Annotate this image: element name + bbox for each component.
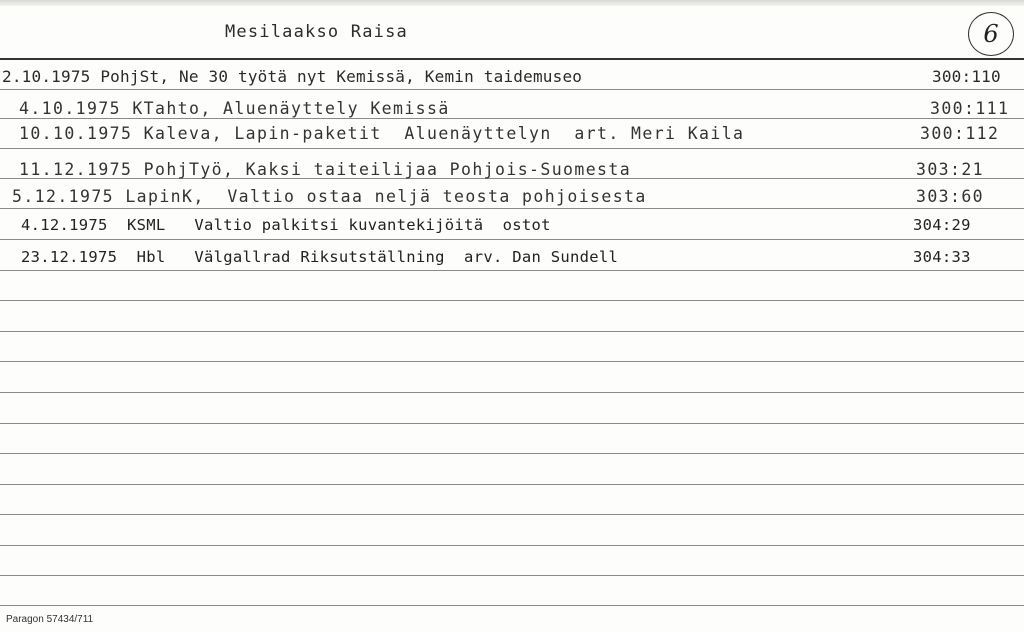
ruled-line: [0, 361, 1024, 362]
ruled-line: [0, 300, 1024, 301]
ruled-line: [0, 453, 1024, 454]
ruled-line: [0, 575, 1024, 576]
entry-reference: 300:111: [930, 99, 1010, 118]
ruled-line: [0, 331, 1024, 332]
entry-reference: 303:60: [916, 187, 985, 206]
card-entry: [0, 216, 1024, 238]
card-entry: [0, 187, 1024, 209]
entry-text: 23.12.1975 Hbl Välgallrad Riksutställning arv. Dan Sundell: [21, 248, 619, 266]
entry-text: 11.12.1975 PohjTyö, Kaksi taiteilijaa Pohjois-Suomesta: [19, 160, 632, 179]
entry-reference: 304:33: [913, 248, 971, 266]
ruled-line: [0, 545, 1024, 546]
entry-text: 5.12.1975 LapinK, Valtio ostaa neljä teosta pohjoisesta: [12, 187, 647, 206]
card-footer: Paragon 57434/711: [6, 614, 94, 625]
card-entry: [0, 248, 1024, 270]
ruled-line: [0, 239, 1024, 240]
card-entry: [0, 160, 1024, 182]
ruled-line: [0, 484, 1024, 485]
entry-reference: 300:112: [920, 124, 1000, 143]
ruled-line: [0, 89, 1024, 90]
ruled-line: [0, 514, 1024, 515]
entry-text: 4.10.1975 KTahto, Aluenäyttely Kemissä: [19, 99, 450, 118]
entry-reference: 300:110: [932, 67, 1001, 86]
card-entry: [0, 99, 1024, 121]
card-number-circle: 6: [968, 12, 1014, 56]
entry-text: 2.10.1975 PohjSt, Ne 30 työtä nyt Kemissä, Kemin taidemuseo: [2, 67, 583, 86]
ruled-line: [0, 423, 1024, 424]
ruled-line: [0, 605, 1024, 606]
entry-text: 4.12.1975 KSML Valtio palkitsi kuvantekijöitä ostot: [21, 216, 551, 234]
card-top-edge: [0, 0, 1024, 6]
header-rule: [0, 58, 1024, 60]
card-entry: [0, 124, 1024, 146]
entry-text: 10.10.1975 Kaleva, Lapin-paketit Aluenäyttelyn art. Meri Kaila: [19, 124, 745, 143]
card-entry: [0, 67, 1024, 89]
ruled-line: [0, 148, 1024, 149]
entry-reference: 304:29: [913, 216, 971, 234]
entry-reference: 303:21: [916, 160, 985, 179]
ruled-line: [0, 392, 1024, 393]
ruled-line: [0, 270, 1024, 271]
card-heading: Mesilaakso Raisa: [225, 22, 408, 42]
